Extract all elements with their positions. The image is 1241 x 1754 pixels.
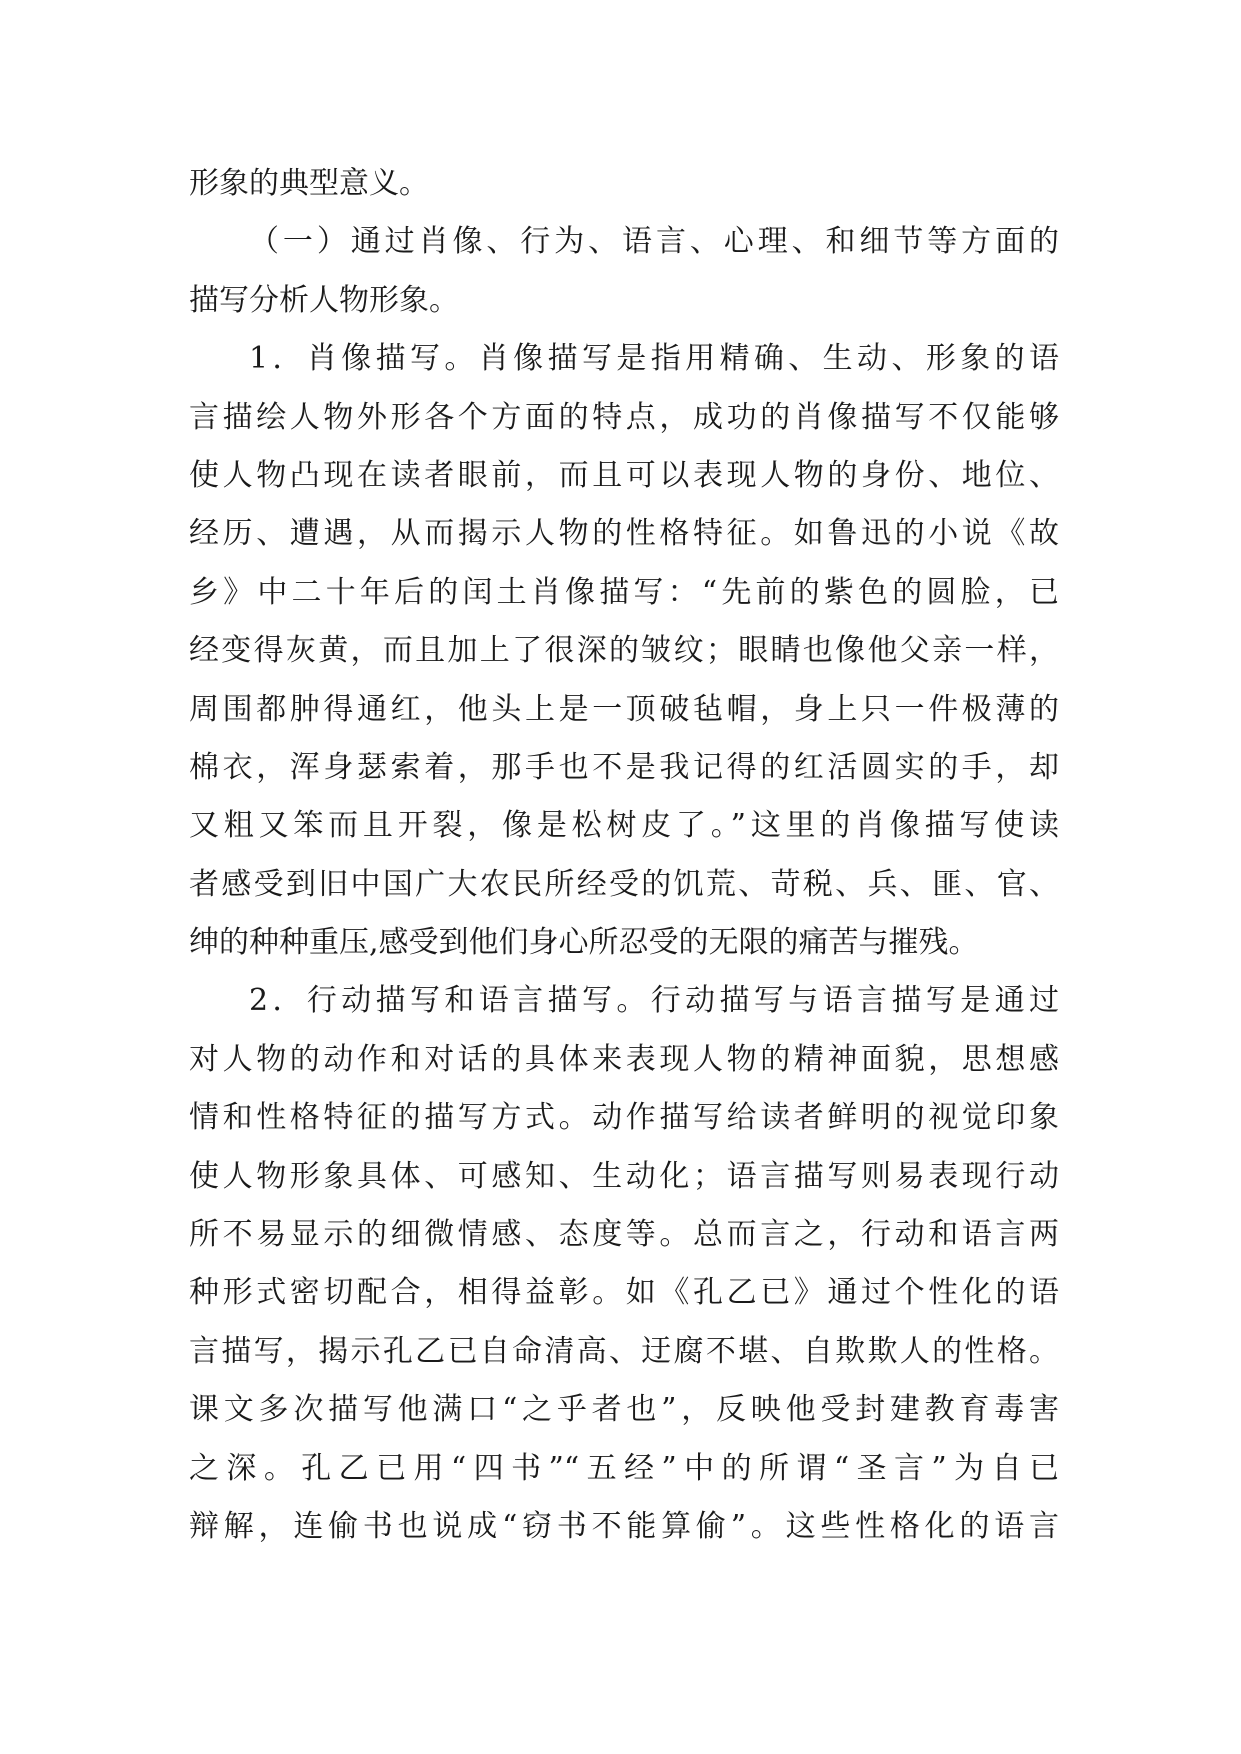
text-line: 使人物形象具体、可感知、生动化；语言描写则易表现行动: [189, 1158, 1059, 1194]
text-line: 描写分析人物形象。: [189, 282, 459, 318]
text-line: 绅的种种重压,感受到他们身心所忍受的无限的痛苦与摧残。: [189, 925, 979, 961]
text-line: 所不易显示的细微情感、态度等。总而言之，行动和语言两: [189, 1217, 1059, 1253]
text-line: 使人物凸现在读者眼前，而且可以表现人物的身份、地位、: [189, 457, 1059, 493]
text-line: 2．行动描写和语言描写。行动描写与语言描写是通过: [249, 983, 1059, 1019]
text-line: 经历、遭遇，从而揭示人物的性格特征。如鲁迅的小说《故: [189, 516, 1059, 552]
text-line: 辩解，连偷书也说成“窃书不能算偷”。这些性格化的语言: [189, 1508, 1059, 1544]
text-line: 乡》中二十年后的闰土肖像描写：“先前的紫色的圆脸，已: [189, 574, 1059, 610]
text-line: 棉衣，浑身瑟索着，那手也不是我记得的红活圆实的手，却: [189, 749, 1059, 785]
text-line: 1．肖像描写。肖像描写是指用精确、生动、形象的语: [249, 341, 1059, 377]
text-line: 形象的典型意义。: [189, 166, 429, 201]
text-line: 又粗又笨而且开裂，像是松树皮了。”这里的肖像描写使读: [189, 808, 1059, 844]
text-line: 周围都肿得通红，他头上是一顶破毡帽，身上只一件极薄的: [189, 691, 1059, 727]
text-line: 情和性格特征的描写方式。动作描写给读者鲜明的视觉印象: [189, 1100, 1059, 1136]
text-line: 者感受到旧中国广大农民所经受的饥荒、苛税、兵、匪、官、: [189, 866, 1059, 902]
text-line: 言描写，揭示孔乙已自命清高、迂腐不堪、自欺欺人的性格。: [189, 1333, 1059, 1369]
text-line: （一）通过肖像、行为、语言、心理、和细节等方面的: [249, 224, 1059, 260]
text-line: 种形式密切配合，相得益彰。如《孔乙已》通过个性化的语: [189, 1275, 1059, 1311]
body-text: [189, 155, 1059, 1556]
text-line: 言描绘人物外形各个方面的特点，成功的肖像描写不仅能够: [189, 399, 1059, 435]
text-line: 经变得灰黄，而且加上了很深的皱纹；眼睛也像他父亲一样，: [189, 633, 1059, 669]
text-line: 对人物的动作和对话的具体来表现人物的精神面貌，思想感: [189, 1041, 1059, 1077]
text-line: 课文多次描写他满口“之乎者也”，反映他受封建教育毒害: [189, 1392, 1059, 1428]
text-line: 之深。孔乙已用“四书”“五经”中的所谓“圣言”为自已: [189, 1450, 1059, 1486]
